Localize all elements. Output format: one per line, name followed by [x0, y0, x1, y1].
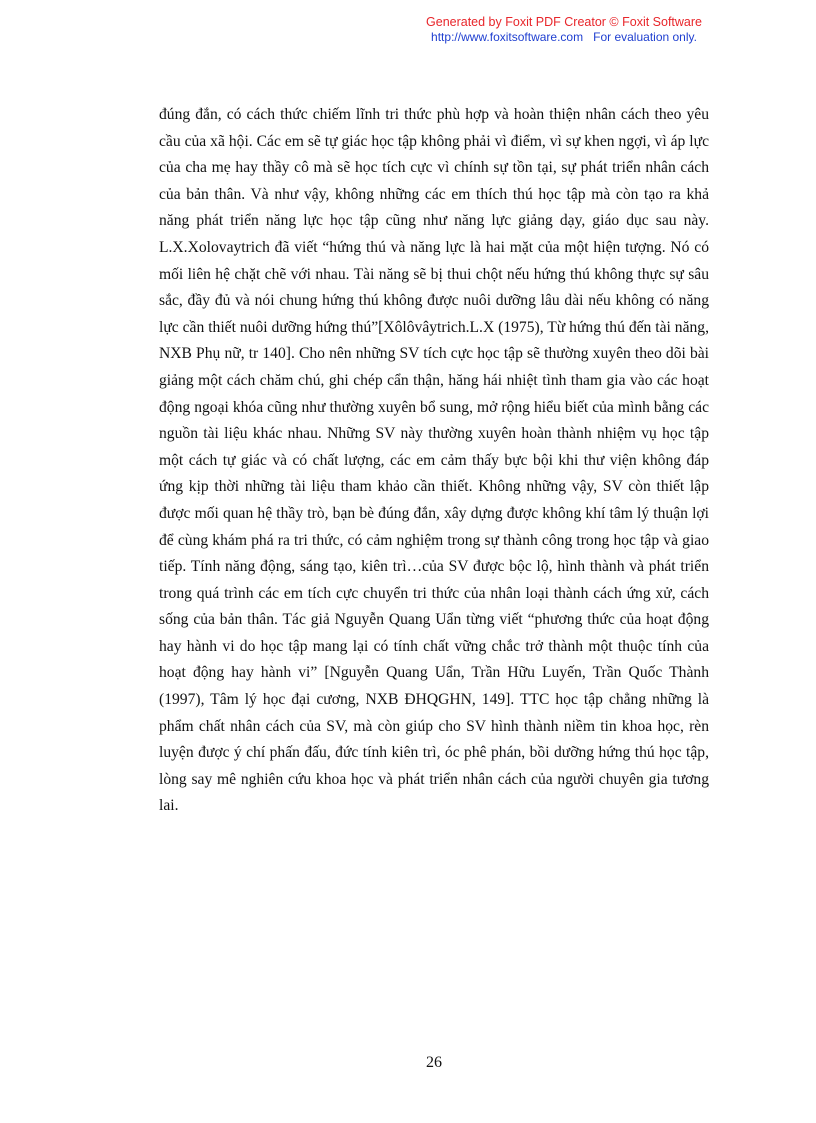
body-paragraph: đúng đắn, có cách thức chiếm lĩnh tri thức phù hợp và hoàn thiện nhân cách theo yêu cầu của xã hội. Các em sẽ tự giác học tập không phải vì điểm, vì sự khen ngợi, vì áp lực của cha mẹ hay thầy cô mà sẽ học tích cực vì chính sự tồn tại, sự phát triển nhân cách của bản thân. Và như vậy, không những các em thích thú học tập mà còn tạo ra khả năng phát triển năng lực học tập cũng như năng lực giảng dạy, giáo dục sau này. L.X.Xolovaytrich đã viết “hứng thú và năng lực là hai mặt của một hiện tượng. Nó có mối liên hệ chặt chẽ với nhau. Tài năng sẽ bị thui chột nếu hứng thú không thực sự sâu sắc, đầy đủ và nói chung hứng thú không được nuôi dưỡng lâu dài nếu không có năng lực cần thiết nuôi dưỡng hứng thú”[Xôlôvâytrich.L.X (1975), Từ hứng thú đến tài năng, NXB Phụ nữ, tr 140]. Cho nên những SV tích cực học tập sẽ thường xuyên theo dõi bài giảng một cách chăm chú, ghi chép cẩn thận, hăng hái nhiệt tình tham gia vào các hoạt động ngoại khóa cũng như thường xuyên bổ sung, mở rộng hiểu biết của mình bằng các nguồn tài liệu khác nhau. Những SV này thường xuyên hoàn thành nhiệm vụ học tập một cách tự giác và có chất lượng, các em cảm thấy bực bội khi thư viện không đáp ứng kịp thời những tài liệu tham khảo cần thiết. Không những vậy, SV còn thiết lập được mối quan hệ thầy trò, bạn bè đúng đắn, xây dựng được không khí tâm lý thuận lợi để cùng khám phá ra tri thức, có cảm nghiệm trong sự thành công trong học tập và giao tiếp. Tính năng động, sáng tạo, kiên trì…của SV được bộc lộ, hình thành và phát triển trong quá trình các em tích cực chuyển tri thức của nhân loại thành cách ứng xử, cách sống của bản thân. Tác giả Nguyễn Quang Uẩn từng viết “phương thức của hoạt động hay hành vi do học tập mang lại có tính chất vững chắc trở thành một thuộc tính của hoạt động hay hành vi” [Nguyễn Quang Uẩn, Trần Hữu Luyến, Trần Quốc Thành (1997), Tâm lý học đại cương, NXB ĐHQGHN, 149]. TTC học tập chẳng những là phẩm chất nhân cách của SV, mà còn giúp cho SV hình thành niềm tin khoa học, rèn luyện được ý chí phấn đấu, đức tính kiên trì, óc phê phán, bồi dưỡng hứng thú học tập, lòng say mê nghiên cứu khoa học và phát triển nhân cách của người chuyên gia tương lai. — [159, 106, 709, 815]
foxit-watermark — [426, 15, 702, 45]
watermark-url-link[interactable]: http://www.foxitsoftware.com — [431, 30, 584, 44]
watermark-generated-by: Generated by Foxit PDF Creator © Foxit Software — [426, 15, 702, 29]
page-number: 26 — [426, 1054, 442, 1071]
watermark-evaluation-note: For evaluation only. — [593, 30, 697, 44]
watermark-url-line — [426, 30, 702, 45]
